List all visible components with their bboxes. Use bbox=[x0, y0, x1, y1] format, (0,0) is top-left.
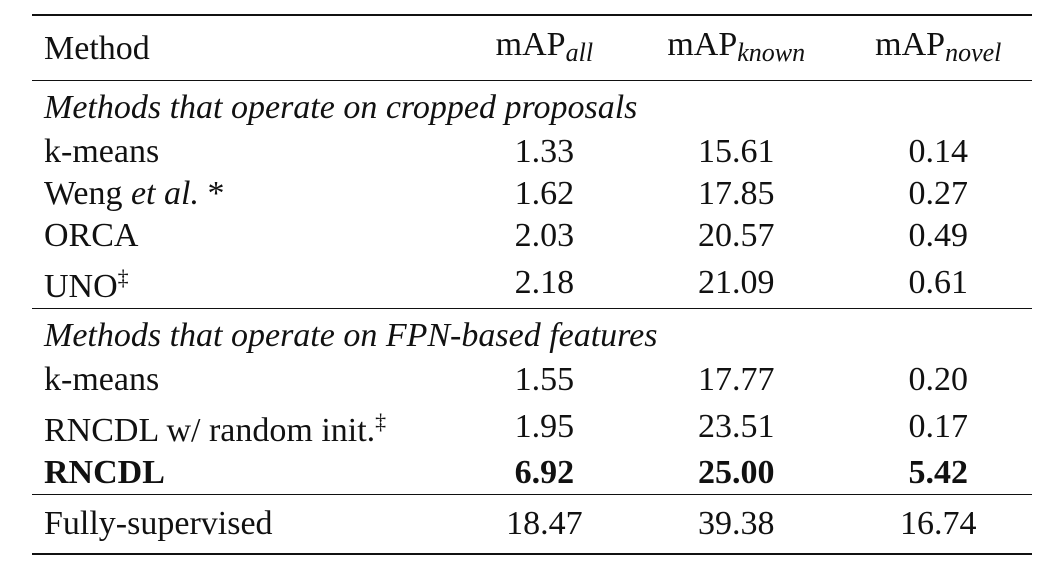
header-map-all-base: mAP bbox=[495, 26, 566, 63]
method-name: Weng bbox=[44, 175, 131, 212]
section-title-row bbox=[32, 309, 1032, 360]
table-row bbox=[32, 401, 1032, 452]
method-name: ORCA bbox=[44, 217, 139, 254]
map-all-cell: 1.33 bbox=[514, 133, 575, 170]
method-cell bbox=[32, 173, 461, 215]
map-known-cell: 21.09 bbox=[697, 263, 775, 301]
map-known-cell: 15.61 bbox=[697, 133, 775, 170]
map-all-cell: 1.95 bbox=[514, 407, 575, 445]
map-known-cell: 20.57 bbox=[697, 217, 775, 254]
map-novel-cell: 0.17 bbox=[908, 407, 969, 445]
table-row-highlight bbox=[32, 452, 1032, 495]
header-map-novel-base: mAP bbox=[875, 26, 946, 63]
method-cell bbox=[32, 215, 461, 257]
method-name-italic: et al. bbox=[130, 175, 199, 212]
map-known-cell: 39.38 bbox=[697, 505, 775, 542]
map-all-cell: 1.55 bbox=[514, 361, 575, 398]
method-cell bbox=[32, 401, 461, 452]
method-name: RNCDL w/ random init. bbox=[44, 412, 376, 449]
method-cell bbox=[32, 257, 461, 309]
map-known-cell: 23.51 bbox=[697, 407, 775, 445]
method-cell bbox=[32, 452, 461, 495]
double-dagger-mark: ‡ bbox=[117, 265, 129, 290]
map-novel-cell: 0.27 bbox=[908, 175, 969, 212]
map-novel-cell: 0.20 bbox=[908, 361, 969, 398]
header-row bbox=[32, 15, 1032, 81]
section-title-cropped: Methods that operate on cropped proposals bbox=[44, 89, 638, 126]
method-name-suffix: * bbox=[198, 175, 225, 212]
header-map-known bbox=[628, 15, 845, 81]
header-map-all bbox=[461, 15, 628, 81]
table-row-supervised bbox=[32, 495, 1032, 555]
header-method: Method bbox=[44, 30, 150, 67]
section-title-row bbox=[32, 81, 1032, 132]
table-row bbox=[32, 215, 1032, 257]
double-dagger-mark: ‡ bbox=[375, 409, 387, 434]
map-novel-cell: 0.14 bbox=[908, 133, 969, 170]
method-name: UNO bbox=[44, 268, 118, 305]
map-all-cell: 6.92 bbox=[514, 454, 575, 491]
method-name: k-means bbox=[44, 133, 160, 170]
method-name: RNCDL bbox=[44, 454, 165, 491]
map-known-cell: 17.85 bbox=[697, 175, 775, 212]
map-all-cell: 2.03 bbox=[514, 217, 575, 254]
map-novel-cell: 0.61 bbox=[908, 263, 969, 301]
section-title-fpn: Methods that operate on FPN-based features bbox=[44, 317, 658, 354]
results-table bbox=[32, 14, 1032, 555]
table-row bbox=[32, 257, 1032, 309]
map-all-cell: 2.18 bbox=[514, 263, 575, 301]
map-novel-cell: 16.74 bbox=[900, 505, 977, 542]
map-known-cell: 17.77 bbox=[697, 361, 775, 398]
table-row bbox=[32, 131, 1032, 173]
method-cell bbox=[32, 131, 461, 173]
method-name: k-means bbox=[44, 361, 160, 398]
header-map-novel bbox=[845, 15, 1032, 81]
header-map-known-base: mAP bbox=[667, 26, 738, 63]
method-cell: Fully-supervised bbox=[44, 505, 273, 542]
method-cell bbox=[32, 359, 461, 401]
map-all-cell: 1.62 bbox=[514, 175, 575, 212]
header-map-all-sub: all bbox=[565, 38, 594, 67]
header-map-novel-sub: novel bbox=[945, 38, 1002, 67]
header-map-known-sub: known bbox=[737, 38, 806, 67]
map-all-cell: 18.47 bbox=[506, 505, 583, 542]
map-known-cell: 25.00 bbox=[697, 454, 775, 491]
map-novel-cell: 0.49 bbox=[908, 217, 969, 254]
table-row bbox=[32, 359, 1032, 401]
map-novel-cell: 5.42 bbox=[908, 454, 969, 491]
table-row bbox=[32, 173, 1032, 215]
